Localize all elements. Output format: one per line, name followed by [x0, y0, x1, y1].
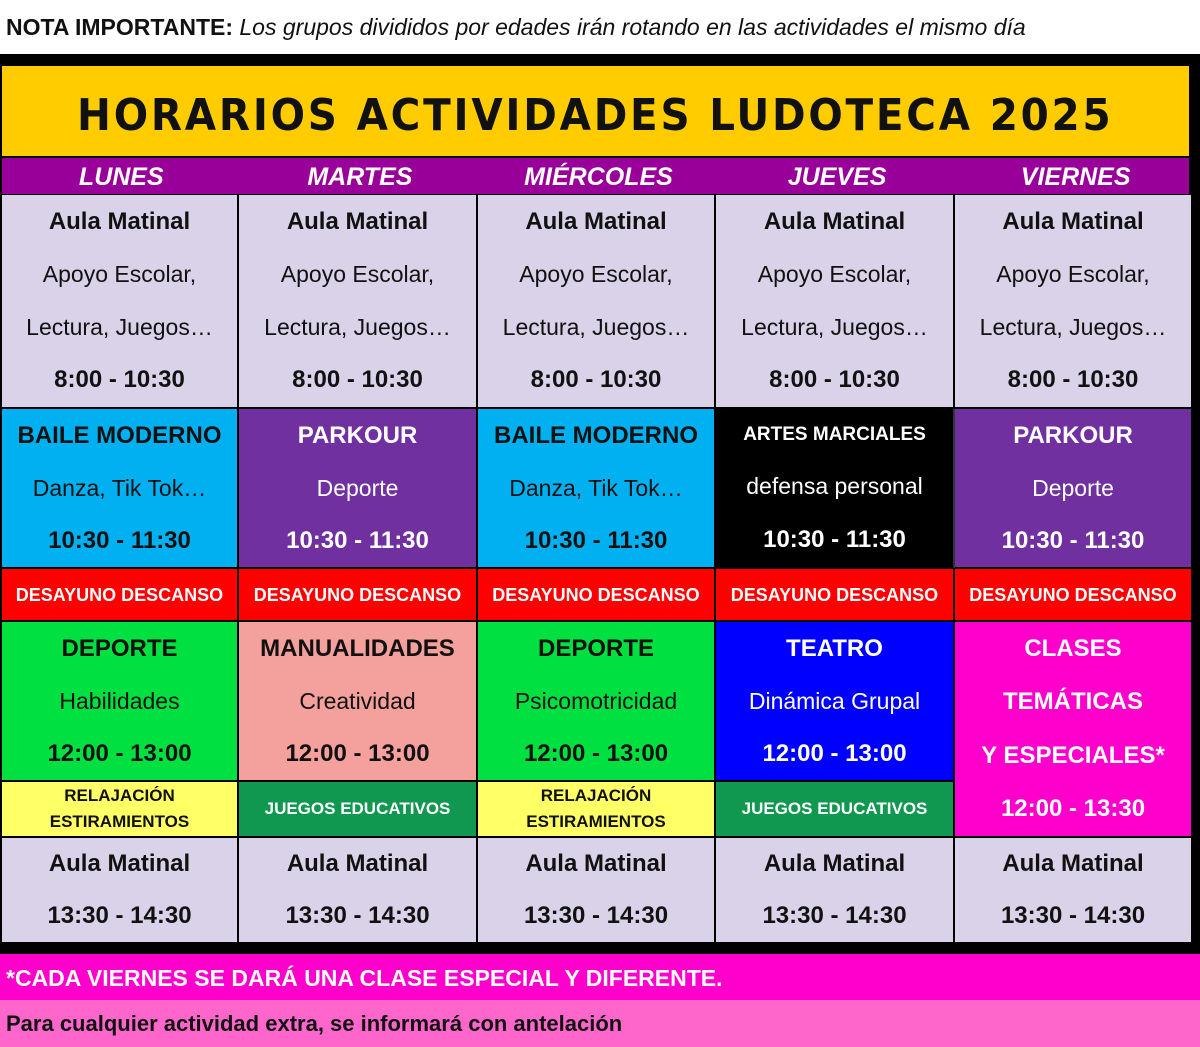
aula-title: Aula Matinal	[1002, 207, 1144, 235]
break-label: DESAYUNO DESCANSO	[730, 584, 939, 605]
special-line3: Y ESPECIALES*	[981, 741, 1165, 769]
relajacion-wednesday	[478, 782, 716, 838]
schedule-title-text: HORARIOS ACTIVIDADES LUDOTECA 2025	[77, 90, 1114, 141]
baile-moderno-monday	[2, 409, 239, 569]
activity-time: 10:30 - 11:30	[286, 526, 429, 554]
break-friday	[955, 569, 1193, 622]
aula-matinal-afternoon-wednesday	[478, 838, 716, 944]
aula-line2: Lectura, Juegos…	[264, 313, 451, 340]
aula-time: 8:00 - 10:30	[54, 366, 185, 394]
deporte-monday	[2, 622, 239, 782]
activity-title: DEPORTE	[61, 634, 178, 662]
relax-line2: ESTIRAMIENTOS	[526, 812, 666, 831]
break-wednesday	[478, 569, 716, 622]
day-monday: LUNES	[78, 163, 164, 191]
activity-title: TEATRO	[786, 634, 883, 662]
activity-time: 12:00 - 13:00	[47, 739, 192, 767]
activity-time: 10:30 - 11:30	[48, 526, 191, 554]
aula-line1: Apoyo Escolar,	[280, 261, 435, 288]
aula-matinal-tuesday	[239, 195, 478, 409]
activity-sub: Habilidades	[59, 687, 180, 714]
aula-time: 8:00 - 10:30	[1007, 366, 1139, 394]
aula-matinal-afternoon-friday	[955, 838, 1193, 944]
break-thursday	[716, 569, 955, 622]
footer-extra-note: Para cualquier actividad extra, se informará con antelación	[0, 1000, 1200, 1047]
aula-matinal-afternoon-thursday	[716, 838, 955, 944]
baile-moderno-wednesday	[478, 409, 716, 569]
special-line2: TEMÁTICAS	[1003, 688, 1143, 716]
break-label: DESAYUNO DESCANSO	[15, 584, 224, 605]
aula-title: Aula Matinal	[763, 207, 906, 235]
note-text: Los grupos divididos por edades irán rotando en las actividades el mismo día	[239, 14, 1026, 40]
relax-line2: ESTIRAMIENTOS	[49, 812, 190, 831]
activity-sub: Danza, Tik Tok…	[32, 474, 207, 501]
aula-time: 13:30 - 14:30	[762, 902, 907, 929]
aula-matinal-afternoon-monday	[2, 838, 239, 944]
activity-time: 10:30 - 11:30	[763, 526, 906, 554]
parkour-friday	[955, 409, 1193, 569]
break-monday	[2, 569, 239, 622]
activity-time: 12:00 - 13:00	[523, 739, 669, 767]
activity-time: 12:00 - 13:00	[285, 739, 430, 767]
juegos-educativos-thursday	[716, 782, 955, 838]
aula-title: Aula Matinal	[1002, 850, 1144, 877]
artes-marciales-thursday	[716, 409, 955, 569]
aula-title: Aula Matinal	[525, 207, 667, 235]
aula-title: Aula Matinal	[48, 207, 191, 235]
break-label: DESAYUNO DESCANSO	[253, 584, 462, 605]
activity-sub: Creatividad	[299, 687, 416, 714]
aula-matinal-afternoon-tuesday	[239, 838, 478, 944]
special-line1: CLASES	[1024, 634, 1122, 662]
schedule-frame	[0, 54, 1200, 1047]
aula-line1: Apoyo Escolar,	[757, 261, 912, 288]
aula-matinal-friday	[955, 195, 1193, 409]
teatro-thursday	[716, 622, 955, 782]
deporte-wednesday	[478, 622, 716, 782]
aula-title: Aula Matinal	[286, 207, 429, 235]
aula-title: Aula Matinal	[525, 850, 667, 877]
aula-line1: Apoyo Escolar,	[42, 261, 197, 288]
days-header	[2, 158, 1189, 194]
activity-title: PARKOUR	[1013, 421, 1133, 449]
aula-matinal-wednesday	[478, 195, 716, 409]
activity-sub: Psicomotricidad	[514, 687, 678, 714]
important-note	[0, 0, 1200, 54]
special-time: 12:00 - 13:30	[1000, 795, 1146, 823]
footer-special-note: *CADA VIERNES SE DARÁ UNA CLASE ESPECIAL Y DIFERENTE.	[0, 954, 1200, 1000]
relajacion-monday	[2, 782, 239, 838]
games-label: JUEGOS EDUCATIVOS	[741, 799, 928, 818]
activity-time: 10:30 - 11:30	[1001, 526, 1145, 554]
activity-title: MANUALIDADES	[260, 634, 455, 662]
aula-title: Aula Matinal	[286, 850, 429, 877]
aula-time: 8:00 - 10:30	[292, 366, 423, 394]
aula-line1: Apoyo Escolar,	[519, 261, 673, 288]
activity-sub: Deporte	[316, 474, 399, 501]
activity-sub: defensa personal	[746, 473, 923, 500]
aula-time: 13:30 - 14:30	[47, 902, 192, 929]
break-tuesday	[239, 569, 478, 622]
aula-time: 8:00 - 10:30	[530, 366, 662, 394]
activity-sub: Danza, Tik Tok…	[509, 474, 683, 501]
parkour-tuesday	[239, 409, 478, 569]
aula-matinal-thursday	[716, 195, 955, 409]
clases-especiales-friday	[955, 622, 1193, 838]
note-label: NOTA IMPORTANTE:	[6, 14, 233, 40]
aula-line2: Lectura, Juegos…	[26, 313, 213, 340]
relax-line1: RELAJACIÓN	[64, 786, 175, 805]
activity-sub: Dinámica Grupal	[748, 687, 921, 714]
manualidades-tuesday	[239, 622, 478, 782]
activity-title: PARKOUR	[297, 421, 418, 449]
aula-matinal-monday	[2, 195, 239, 409]
aula-time: 8:00 - 10:30	[769, 366, 900, 394]
aula-line2: Lectura, Juegos…	[979, 313, 1167, 340]
games-label: JUEGOS EDUCATIVOS	[264, 799, 451, 818]
activity-title: ARTES MARCIALES	[743, 423, 926, 445]
aula-title: Aula Matinal	[763, 850, 906, 877]
activity-title: BAILE MODERNO	[494, 421, 698, 449]
aula-time: 13:30 - 14:30	[523, 902, 669, 929]
aula-title: Aula Matinal	[48, 850, 191, 877]
day-friday: VIERNES	[1020, 163, 1131, 191]
relax-line1: RELAJACIÓN	[540, 786, 652, 805]
aula-line1: Apoyo Escolar,	[996, 261, 1150, 288]
activity-title: DEPORTE	[537, 634, 654, 662]
juegos-educativos-tuesday	[239, 782, 478, 838]
break-label: DESAYUNO DESCANSO	[492, 584, 700, 605]
aula-line2: Lectura, Juegos…	[502, 313, 690, 340]
activity-time: 10:30 - 11:30	[524, 526, 668, 554]
aula-time: 13:30 - 14:30	[1000, 902, 1146, 929]
day-thursday: JUEVES	[787, 163, 887, 191]
day-tuesday: MARTES	[307, 163, 413, 191]
aula-line2: Lectura, Juegos…	[741, 313, 928, 340]
activity-time: 12:00 - 13:00	[762, 739, 907, 767]
activity-sub: Deporte	[1032, 474, 1114, 501]
day-wednesday: MIÉRCOLES	[524, 163, 673, 191]
break-label: DESAYUNO DESCANSO	[969, 584, 1177, 605]
aula-time: 13:30 - 14:30	[285, 902, 430, 929]
activity-title: BAILE MODERNO	[17, 421, 222, 449]
schedule-title	[2, 66, 1189, 156]
